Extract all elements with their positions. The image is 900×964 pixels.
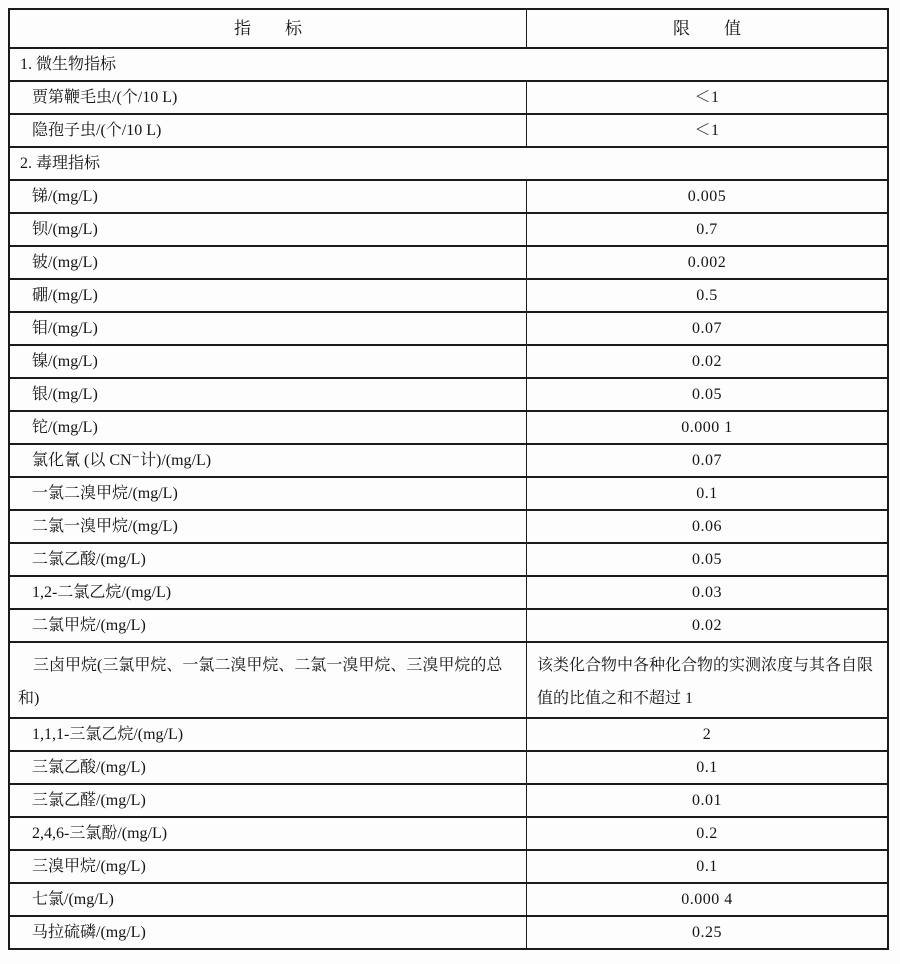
indicator-cell: 2,4,6-三氯酚/(mg/L) [10,818,527,849]
limit-cell: 0.5 [696,286,718,304]
table-row [10,443,887,476]
indicator-cell: 二氯甲烷/(mg/L) [10,610,527,641]
table-row-trihalomethanes [10,641,887,717]
limit-cell: 0.05 [692,550,722,568]
table-row [10,311,887,344]
table-row [10,344,887,377]
limit-cell: 0.005 [687,187,727,205]
indicator-cell: 钡/(mg/L) [10,214,527,245]
table-row [10,410,887,443]
table-row [10,783,887,816]
indicator-cell: 隐孢子虫/(个/10 L) [10,115,527,146]
limit-cell: 0.03 [692,583,722,601]
indicator-cell: 二氯一溴甲烷/(mg/L) [10,511,527,542]
table-row [10,816,887,849]
table-header-row [10,10,887,47]
indicator-cell: 1,2-二氯乙烷/(mg/L) [10,577,527,608]
table-row [10,750,887,783]
limit-cell: 0.000 1 [681,418,733,436]
table-row [10,476,887,509]
limit-cell: 2 [702,725,712,743]
table-row [10,179,887,212]
table-row [10,608,887,641]
limit-cell: 0.1 [696,758,718,776]
limit-cell: ＜1 [694,121,720,139]
indicator-cell: 银/(mg/L) [10,379,527,410]
table-row [10,377,887,410]
limit-cell: 0.01 [692,791,722,809]
table-row [10,849,887,882]
indicator-cell: 锑/(mg/L) [10,181,527,212]
indicator-cell: 钼/(mg/L) [10,313,527,344]
limit-cell: 该类化合物中各种化合物的实测浓度与其各自限值的比值之和不超过 1 [537,657,874,707]
header-indicator-label: 指 标 [10,10,527,47]
indicator-cell: 三溴甲烷/(mg/L) [10,851,527,882]
limit-cell: 0.2 [696,824,718,842]
table-row [10,542,887,575]
section-row-toxicological [10,146,887,179]
limit-cell: 0.1 [696,857,718,875]
limit-cell: 0.7 [696,220,718,238]
limit-cell: 0.002 [687,253,727,271]
indicator-cell: 二氯乙酸/(mg/L) [10,544,527,575]
indicator-cell: 三氯乙醛/(mg/L) [10,785,527,816]
standards-table [8,8,889,950]
section-title: 1. 微生物指标 [20,55,117,73]
indicator-cell: 一氯二溴甲烷/(mg/L) [10,478,527,509]
indicator-cell: 硼/(mg/L) [10,280,527,311]
header-limit-label: 限 值 [673,18,741,38]
indicator-cell: 1,1,1-三氯乙烷/(mg/L) [10,719,527,750]
table-row [10,113,887,146]
limit-cell: 0.02 [692,352,722,370]
indicator-cell: 铍/(mg/L) [10,247,527,278]
limit-cell: 0.000 4 [681,890,733,908]
table-row [10,278,887,311]
limit-cell: 0.06 [692,517,722,535]
indicator-cell: 三氯乙酸/(mg/L) [10,752,527,783]
indicator-cell: 氯化氰 (以 CN⁻计)/(mg/L) [10,445,527,476]
table-row [10,212,887,245]
limit-cell: 0.1 [696,484,718,502]
indicator-cell: 马拉硫磷/(mg/L) [10,917,527,948]
limit-cell: 0.05 [692,385,722,403]
table-row [10,882,887,915]
indicator-cell: 贾第鞭毛虫/(个/10 L) [10,82,527,113]
indicator-cell: 镍/(mg/L) [10,346,527,377]
limit-cell: ＜1 [694,88,720,106]
table-row [10,717,887,750]
limit-cell: 0.07 [692,319,722,337]
table-row [10,509,887,542]
limit-cell: 0.07 [692,451,722,469]
section-title: 2. 毒理指标 [20,154,101,172]
table-row [10,245,887,278]
table-row [10,575,887,608]
indicator-cell: 铊/(mg/L) [10,412,527,443]
indicator-cell: 三卤甲烷(三氯甲烷、一氯二溴甲烷、二氯一溴甲烷、三溴甲烷的总和) [10,643,527,717]
table-row [10,80,887,113]
limit-cell: 0.25 [692,923,722,941]
section-row-microbiological [10,47,887,80]
limit-cell: 0.02 [692,616,722,634]
indicator-cell: 七氯/(mg/L) [10,884,527,915]
table-row [10,915,887,948]
